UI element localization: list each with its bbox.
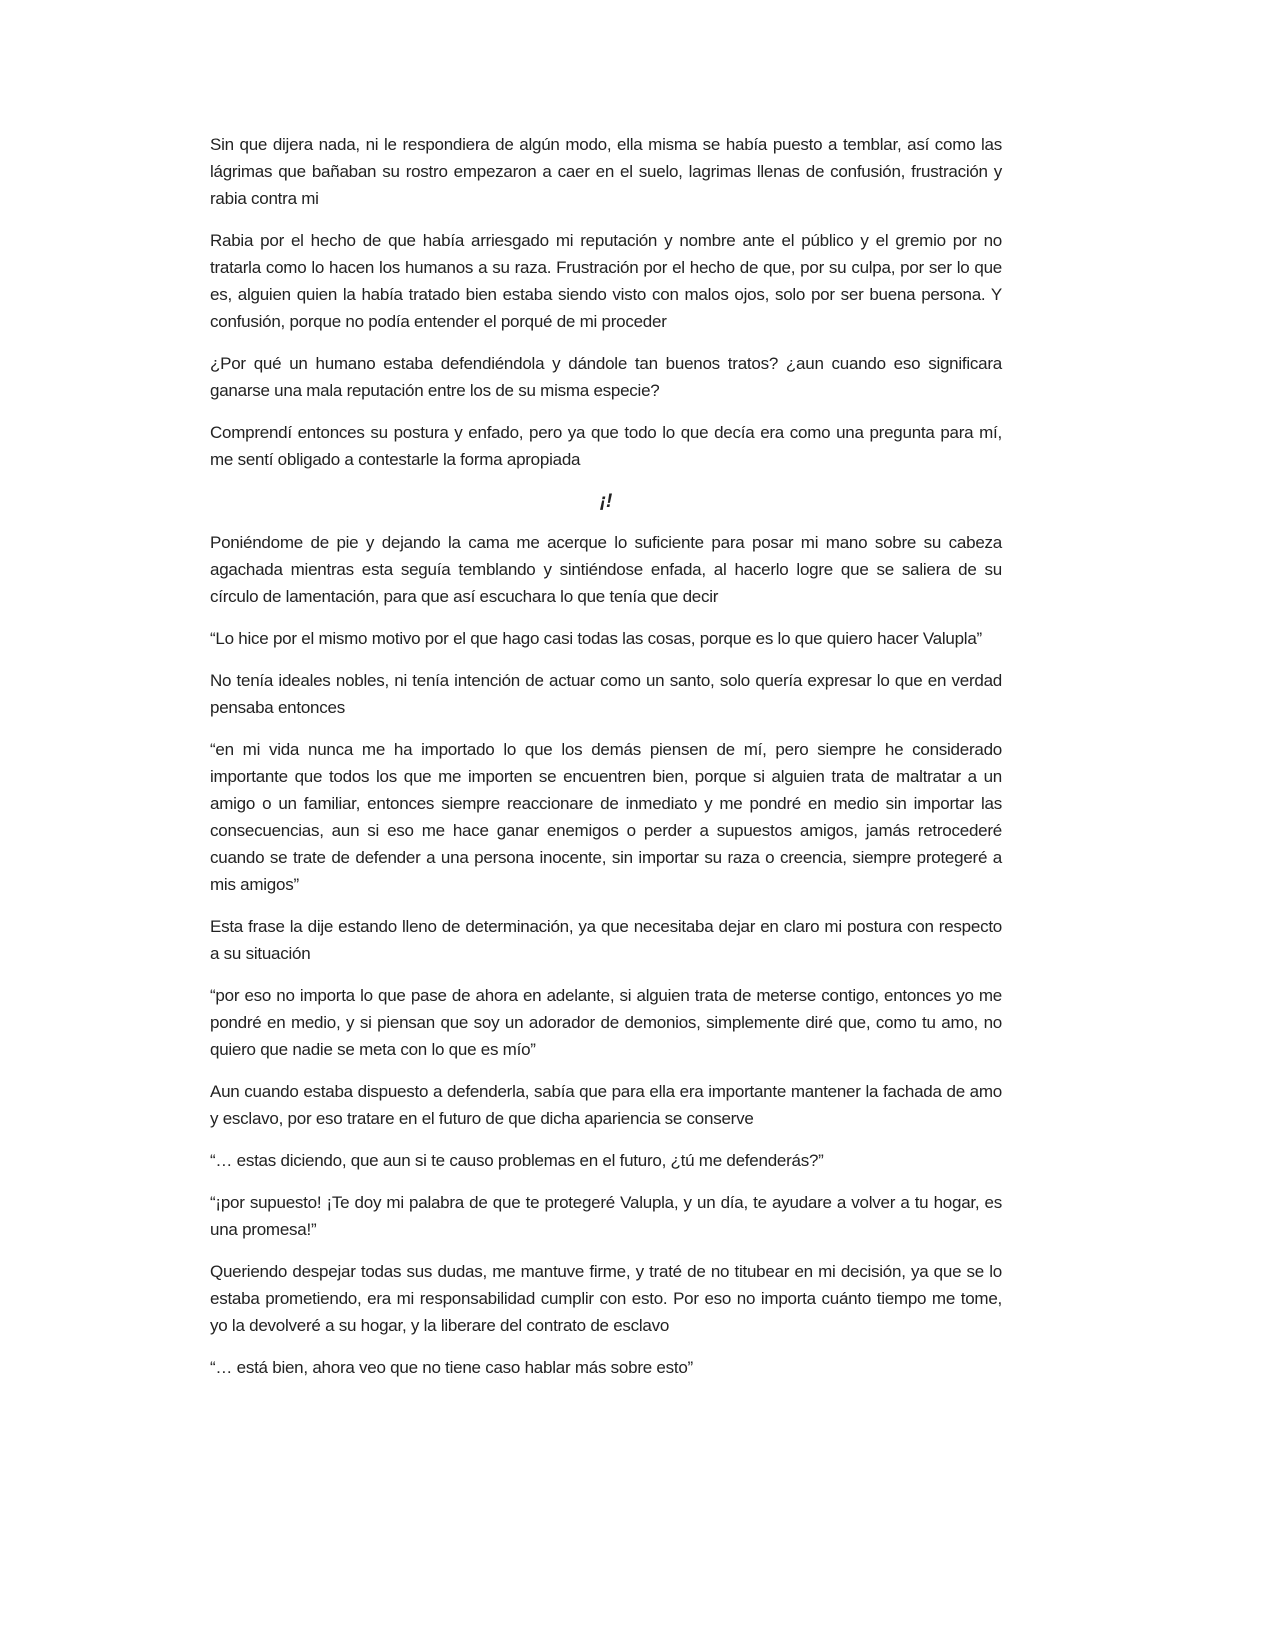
paragraph: Rabia por el hecho de que había arriesgado mi reputación y nombre ante el público y el gremio por no tratarla como lo hacen los humanos a su raza. Frustración por el hecho de que, por su culpa, por ser lo que es, alguien quien la había tratado bien estaba siendo visto con malos ojos, solo por ser buena persona. Y confusión, porque no podía entender el porqué de mi proceder — [210, 231, 1002, 331]
paragraph: No tenía ideales nobles, ni tenía intención de actuar como un santo, solo quería expresar lo que en verdad pensaba entonces — [210, 671, 1002, 717]
paragraph: “… estas diciendo, que aun si te causo problemas en el futuro, ¿tú me defenderás?” — [210, 1151, 824, 1170]
exclamation-line: ¡! — [599, 491, 613, 512]
paragraph: “¡por supuesto! ¡Te doy mi palabra de que te protegeré Valupla, y un día, te ayudare a volver a tu hogar, es una promesa!” — [210, 1193, 1002, 1239]
document-page — [210, 131, 1002, 1396]
paragraph: “Lo hice por el mismo motivo por el que hago casi todas las cosas, porque es lo que quiero hacer Valupla” — [210, 629, 982, 648]
paragraph: Comprendí entonces su postura y enfado, pero ya que todo lo que decía era como una pregunta para mí, me sentí obligado a contestarle la forma apropiada — [210, 423, 1002, 469]
paragraph: Aun cuando estaba dispuesto a defenderla, sabía que para ella era importante mantener la fachada de amo y esclavo, por eso tratare en el futuro de que dicha apariencia se conserve — [210, 1082, 1002, 1128]
paragraph: “por eso no importa lo que pase de ahora en adelante, si alguien trata de meterse contigo, entonces yo me pondré en medio, y si piensan que soy un adorador de demonios, simplemente diré que, como tu amo, no quiero que nadie se meta con lo que es mío” — [210, 986, 1002, 1059]
paragraph: ¿Por qué un humano estaba defendiéndola y dándole tan buenos tratos? ¿aun cuando eso significara ganarse una mala reputación entre los de su misma especie? — [210, 354, 1002, 400]
paragraph: “… está bien, ahora veo que no tiene caso hablar más sobre esto” — [210, 1358, 693, 1377]
paragraph: “en mi vida nunca me ha importado lo que los demás piensen de mí, pero siempre he considerado importante que todos los que me importen se encuentren bien, porque si alguien trata de maltratar a un amigo o un familiar, entonces siempre reaccionare de inmediato y me pondré en medio sin importar las consecuencias, aun si eso me hace ganar enemigos o perder a supuestos amigos, jamás retrocederé cuando se trate de defender a una persona inocente, sin importar su raza o creencia, siempre protegeré a mis amigos” — [210, 740, 1002, 894]
paragraph: Sin que dijera nada, ni le respondiera de algún modo, ella misma se había puesto a temblar, así como las lágrimas que bañaban su rostro empezaron a caer en el suelo, lagrimas llenas de confusión, frustración y rabia contra mi — [210, 135, 1002, 208]
paragraph: Esta frase la dije estando lleno de determinación, ya que necesitaba dejar en claro mi postura con respecto a su situación — [210, 917, 1002, 963]
paragraph: Poniéndome de pie y dejando la cama me acerque lo suficiente para posar mi mano sobre su cabeza agachada mientras esta seguía temblando y sintiéndose enfada, al hacerlo logre que se saliera de su círculo de lamentación, para que así escuchara lo que tenía que decir — [210, 533, 1002, 606]
paragraph: Queriendo despejar todas sus dudas, me mantuve firme, y traté de no titubear en mi decisión, ya que se lo estaba prometiendo, era mi responsabilidad cumplir con esto. Por eso no importa cuánto tiempo me tome, yo la devolveré a su hogar, y la liberare del contrato de esclavo — [210, 1262, 1002, 1335]
